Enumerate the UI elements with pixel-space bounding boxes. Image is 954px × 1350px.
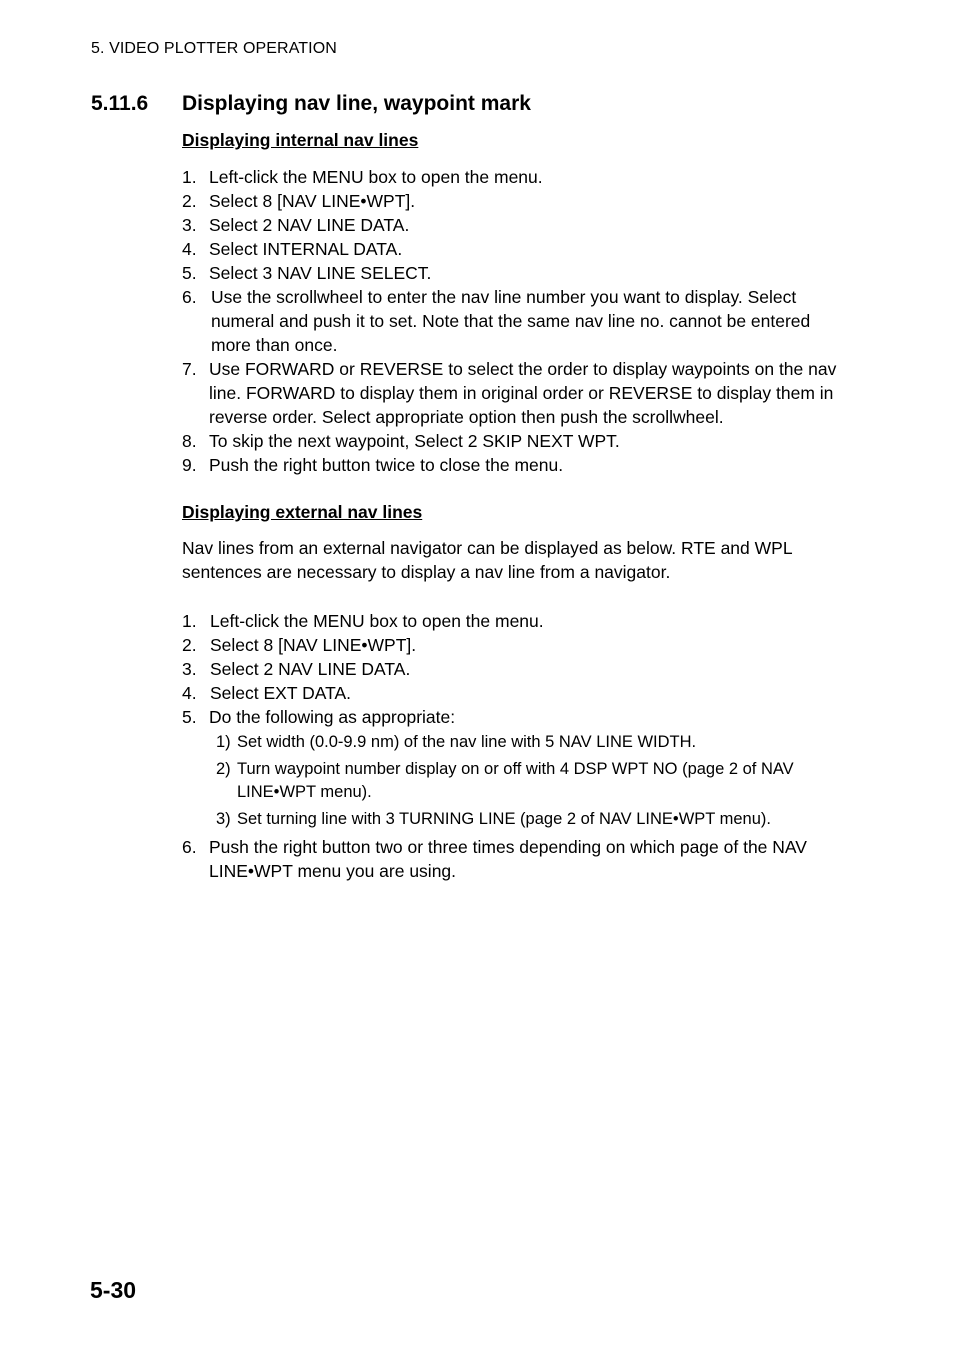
list-item (182, 835, 852, 883)
step-text: Use the scrollwheel to enter the nav line number you want to display. Select numeral and push it to set. Note that the same nav line no. cannot be entered more than once. (211, 287, 811, 355)
step-text: Select 2 NAV LINE DATA. (210, 659, 411, 679)
step-number: 2. (182, 191, 197, 211)
internal-steps-list (182, 165, 852, 477)
external-steps-list (182, 609, 852, 883)
substep-number: 1) (216, 733, 231, 751)
step-text: Do the following as appropriate: (209, 707, 456, 727)
step-number: 1. (182, 611, 197, 631)
list-item (182, 261, 852, 285)
list-item (182, 285, 852, 357)
substep-text: Turn waypoint number display on or off with 4 DSP WPT NO (page 2 of NAV LINE•WPT menu). (237, 760, 794, 801)
step-number: 8. (182, 431, 197, 451)
section-title (91, 92, 531, 116)
step-text: Use FORWARD or REVERSE to select the order to display waypoints on the nav line. FORWARD to display them in original order or REVERSE to display them in reverse order. Select appropriate option then push the scrollwheel. (209, 359, 837, 427)
step-number: 6. (182, 287, 197, 307)
step-number: 1. (182, 167, 197, 187)
step-number: 4. (182, 239, 197, 259)
substep-number: 3) (216, 810, 231, 828)
step-number: 2. (182, 635, 197, 655)
step-number: 6. (182, 837, 197, 857)
substep-text: Set width (0.0-9.9 nm) of the nav line with 5 NAV LINE WIDTH. (237, 733, 697, 751)
list-item (182, 165, 852, 189)
step-text: Left-click the MENU box to open the menu. (210, 611, 544, 631)
step-text: Select 2 NAV LINE DATA. (209, 215, 410, 235)
step-number: 4. (182, 683, 197, 703)
list-item (182, 657, 852, 681)
step-number: 9. (182, 455, 197, 475)
list-item (182, 453, 852, 477)
step-number: 7. (182, 359, 197, 379)
list-item (182, 189, 852, 213)
list-item (182, 213, 852, 237)
section-title-text: Displaying nav line, waypoint mark (182, 92, 531, 115)
external-intro-paragraph: Nav lines from an external navigator can be displayed as below. RTE and WPL sentences are necessary to display a nav line from a navigator. (182, 538, 792, 582)
internal-nav-lines-heading: Displaying internal nav lines (182, 130, 419, 150)
step-text: Select 8 [NAV LINE•WPT]. (209, 191, 416, 211)
step-text: To skip the next waypoint, Select 2 SKIP NEXT WPT. (209, 431, 620, 451)
step-number: 5. (182, 707, 197, 727)
step-text: Select 8 [NAV LINE•WPT]. (210, 635, 417, 655)
step-number: 5. (182, 263, 197, 283)
substeps-list (182, 731, 852, 831)
list-item (182, 705, 852, 831)
step-text: Left-click the MENU box to open the menu. (209, 167, 543, 187)
page-number: 5-30 (90, 1277, 137, 1303)
list-item (216, 808, 852, 831)
step-text: Push the right button twice to close the menu. (209, 455, 564, 475)
running-header: 5. VIDEO PLOTTER OPERATION (91, 40, 337, 57)
step-text: Select EXT DATA. (210, 683, 352, 703)
list-item (182, 633, 852, 657)
external-nav-lines-heading: Displaying external nav lines (182, 502, 423, 522)
list-item (182, 357, 852, 429)
step-number: 3. (182, 659, 197, 679)
list-item (182, 237, 852, 261)
substep-number: 2) (216, 760, 231, 778)
list-item (216, 731, 852, 754)
list-item (182, 609, 852, 633)
substep-text: Set turning line with 3 TURNING LINE (page 2 of NAV LINE•WPT menu). (237, 810, 771, 828)
list-item (216, 758, 852, 804)
list-item (182, 681, 852, 705)
step-text: Push the right button two or three times depending on which page of the NAV LINE•WPT menu you are using. (209, 837, 807, 881)
section-number: 5.11.6 (91, 92, 149, 115)
list-item (182, 429, 852, 453)
step-number: 3. (182, 215, 197, 235)
step-text: Select INTERNAL DATA. (209, 239, 403, 259)
step-text: Select 3 NAV LINE SELECT. (209, 263, 432, 283)
